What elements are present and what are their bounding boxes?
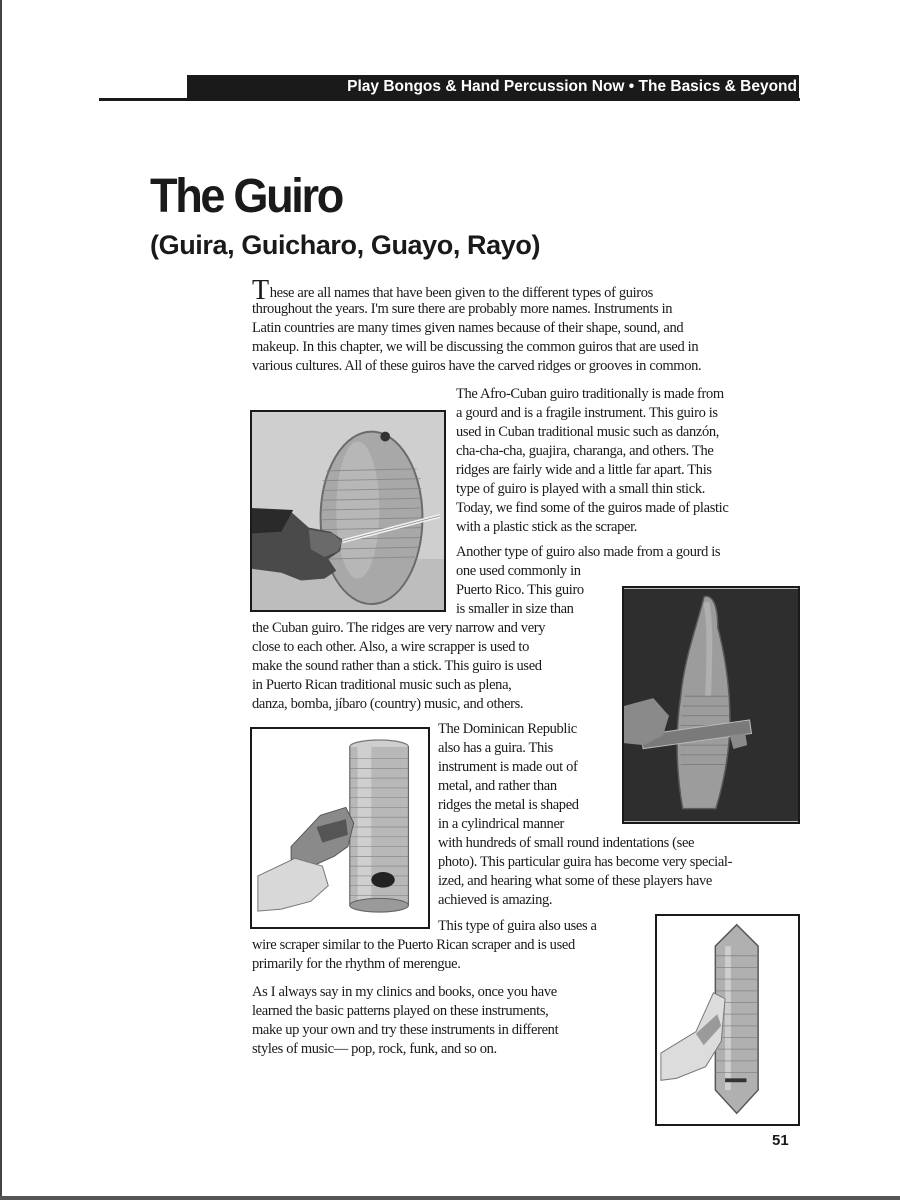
intro-line: throughout the years. I'm sure there are probably more names. Instruments in: [252, 301, 673, 317]
dominican-line: in a cylindrical manner: [438, 816, 565, 832]
dominican-line: also has a guira. This: [438, 740, 553, 756]
intro-line: These are all names that have been given to the different types of guiros: [252, 275, 653, 306]
page-edge-bottom: [0, 1196, 900, 1200]
drop-cap: T: [252, 275, 269, 306]
merengue-line: This type of guira also uses a: [438, 918, 597, 934]
intro-line: Latin countries are many times given names because of their shape, sound, and: [252, 320, 684, 336]
dominican-line: photo). This particular guira has become very special-: [438, 854, 733, 870]
puerto-rico-line: make the sound rather than a stick. This guiro is used: [252, 658, 542, 674]
intro-line: various cultures. All of these guiros have the carved ridges or grooves in common.: [252, 358, 702, 374]
puerto-rico-line: Another type of guiro also made from a gourd is: [456, 544, 721, 560]
puerto-rican-guiro-photo: [622, 586, 800, 824]
puerto-rico-line: Puerto Rico. This guiro: [456, 582, 584, 598]
gourd-guiro-with-stick-icon: [252, 412, 444, 610]
metal-cylinder-guira-icon: [252, 729, 428, 927]
dominican-line: ized, and hearing what some of these players have: [438, 873, 712, 889]
puerto-rico-line: is smaller in size than: [456, 601, 574, 617]
running-header: Play Bongos & Hand Percussion Now • The Basics & Beyond: [187, 75, 799, 98]
header-rule: [99, 98, 800, 101]
puerto-rico-line: one used commonly in: [456, 563, 581, 579]
afro-cuban-line: type of guiro is played with a small thin stick.: [456, 481, 705, 497]
chapter-subtitle: (Guira, Guicharo, Guayo, Rayo): [150, 230, 541, 260]
gourd-guiro-with-wire-scraper-icon: [624, 588, 798, 822]
puerto-rico-line: the Cuban guiro. The ridges are very narrow and very: [252, 620, 546, 636]
dominican-line: metal, and rather than: [438, 778, 557, 794]
dominican-line: ridges the metal is shaped: [438, 797, 579, 813]
intro-line: makeup. In this chapter, we will be discussing the common guiros that are used in: [252, 339, 699, 355]
afro-cuban-line: cha-cha-cha, guajira, charanga, and others. The: [456, 443, 714, 459]
chapter-title: The Guiro: [150, 170, 342, 223]
merengue-line: primarily for the rhythm of merengue.: [252, 956, 461, 972]
puerto-rico-line: in Puerto Rican traditional music such as plena,: [252, 677, 512, 693]
page-number: 51: [772, 1132, 789, 1149]
closing-line: styles of music— pop, rock, funk, and so on.: [252, 1041, 497, 1057]
afro-cuban-line: The Afro-Cuban guiro traditionally is made from: [456, 386, 724, 402]
afro-cuban-line: with a plastic stick as the scraper.: [456, 519, 638, 535]
closing-line: learned the basic patterns played on these instruments,: [252, 1003, 549, 1019]
afro-cuban-line: ridges are fairly wide and a little far apart. This: [456, 462, 712, 478]
afro-cuban-guiro-photo: [250, 410, 446, 612]
dominican-metal-guira-icon: [657, 916, 798, 1124]
merengue-line: wire scraper similar to the Puerto Rican scraper and is used: [252, 937, 575, 953]
puerto-rico-line: danza, bomba, jíbaro (country) music, and others.: [252, 696, 524, 712]
puerto-rico-line: close to each other. Also, a wire scrapper is used to: [252, 639, 530, 655]
dominican-line: The Dominican Republic: [438, 721, 577, 737]
dominican-line: with hundreds of small round indentations (see: [438, 835, 695, 851]
closing-line: As I always say in my clinics and books, once you have: [252, 984, 557, 1000]
afro-cuban-line: a gourd and is a fragile instrument. This guiro is: [456, 405, 718, 421]
dominican-line: achieved is amazing.: [438, 892, 553, 908]
dominican-guira-photo: [655, 914, 800, 1126]
afro-cuban-line: Today, we find some of the guiros made of plastic: [456, 500, 729, 516]
page-edge-left: [0, 0, 2, 1200]
afro-cuban-line: used in Cuban traditional music such as danzón,: [456, 424, 720, 440]
dominican-line: instrument is made out of: [438, 759, 578, 775]
metal-guira-cylinder-photo: [250, 727, 430, 929]
closing-line: make up your own and try these instruments in different: [252, 1022, 559, 1038]
